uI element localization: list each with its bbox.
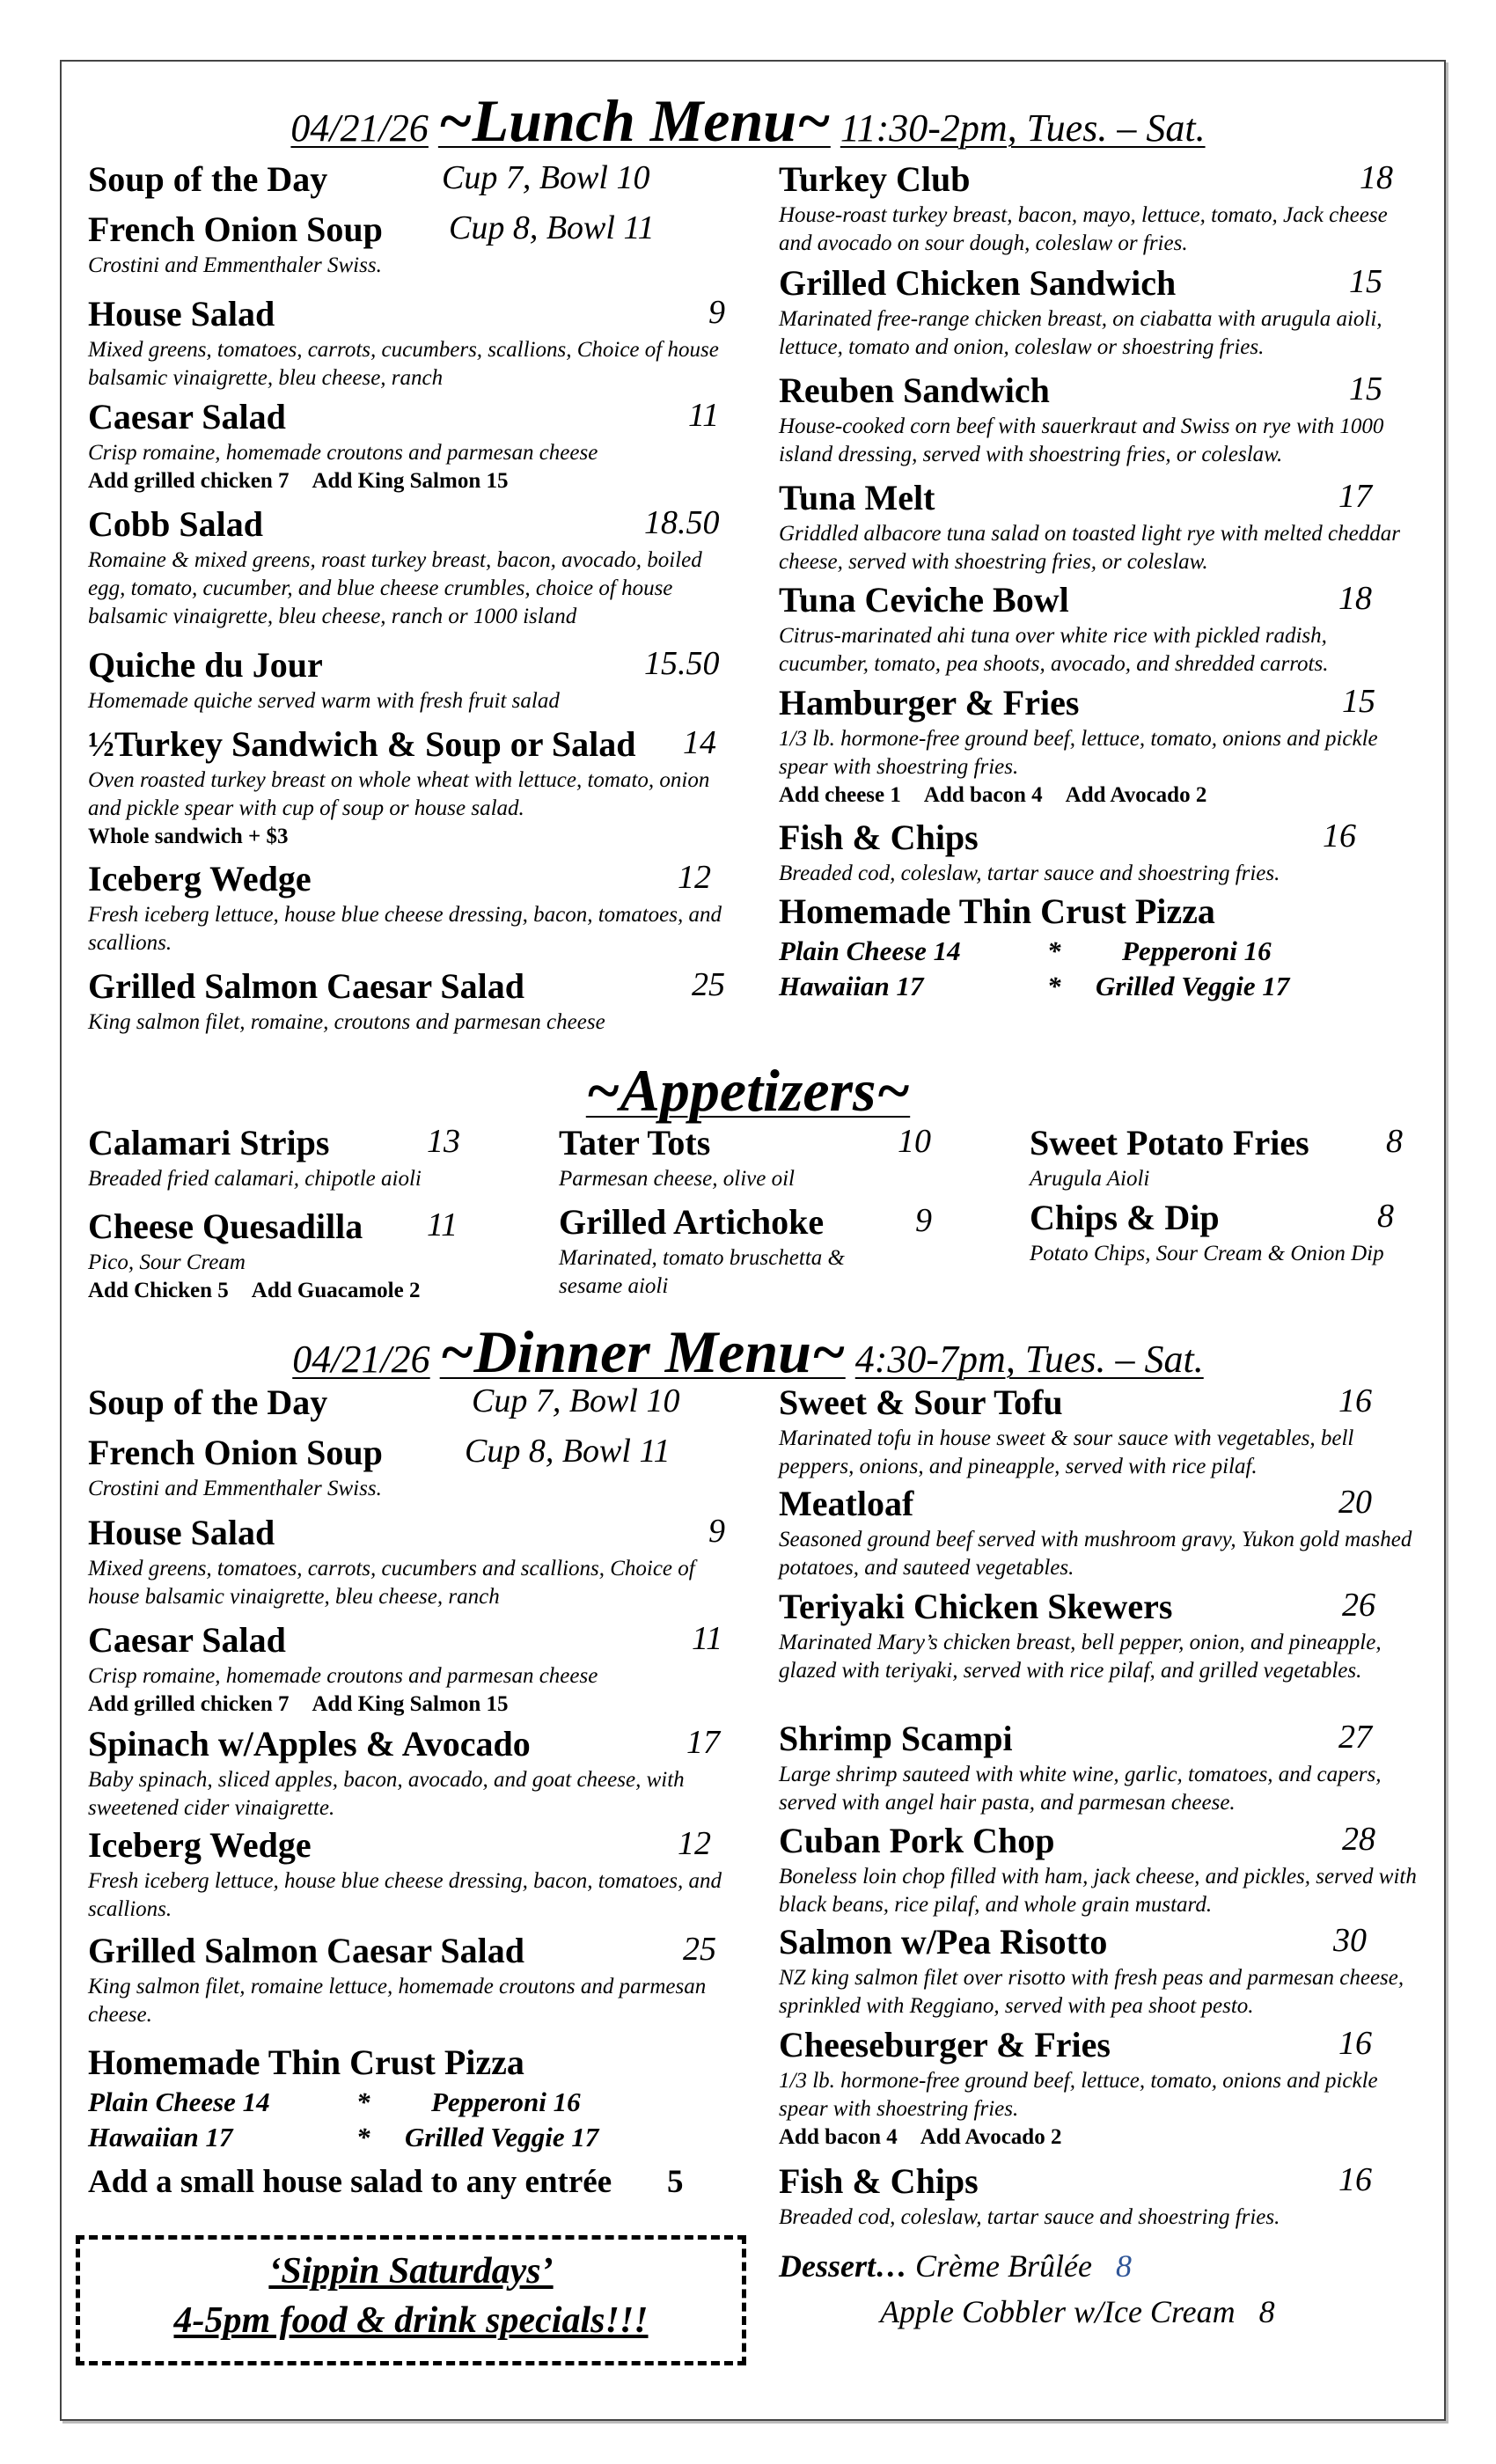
dinner-item-soup: Soup of the Day Cup 7, Bowl 10 [88,1382,680,1422]
dinner-item-house-salad: House Salad 9 Mixed greens, tomatoes, carrots, cucumbers and scallions, Choice of house balsamic vinaigrette, bleu cheese, ranch [88,1513,725,1609]
lunch-item-tuna-melt: Tuna Melt 17 Griddled albacore tuna salad on toasted light rye with melted cheddar cheese, served with shoestring fries, or coleslaw. [779,478,1400,574]
lunch-date: 04/21/26 [290,106,429,150]
lunch-item-caesar: Caesar Salad 11 Crisp romaine, homemade croutons and parmesan cheese Add grilled chicken 7 Add King Salmon 15 [88,397,720,493]
dinner-item-pork-chop: Cuban Pork Chop 28 Boneless loin chop filled with ham, jack cheese, and pickles, served with black beans, rice pilaf, and whole grain mustard. [779,1821,1417,1917]
lunch-item-chicken-sandwich: Grilled Chicken Sandwich 15 Marinated free-range chicken breast, on ciabatta with arugula aioli, lettuce, tomato and onion, coleslaw or shoestring fries. [779,263,1382,359]
dinner-item-teriyaki: Teriyaki Chicken Skewers 26 Marinated Mary’s chicken breast, bell pepper, onion, and pineapple, glazed with teriyaki, served with rice pilaf, and grilled vegetables. [779,1587,1382,1683]
dinner-item-iceberg: Iceberg Wedge 12 Fresh iceberg lettuce, house blue cheese dressing, bacon, tomatoes, and scallions. [88,1825,722,1921]
dessert-line-1 [779,2248,1132,2284]
appetizer-artichoke: Grilled Artichoke 9 Marinated, tomato bruschetta & sesame aioli [559,1202,932,1298]
appetizer-quesadilla: Cheese Quesadilla 11 Pico, Sour Cream Add Chicken 5 Add Guacamole 2 [88,1206,458,1302]
appetizer-calamari: Calamari Strips 13 Breaded fried calamari, chipotle aioli [88,1123,460,1191]
dinner-item-fish-chips: Fish & Chips 16 Breaded cod, coleslaw, tartar sauce and shoestring fries. [779,2161,1372,2229]
dinner-item-cheeseburger: Cheeseburger & Fries 16 1/3 lb. hormone-free ground beef, lettuce, tomato, onions and pickle spear with shoestring fries. Add bacon 4 Add Avocado 2 [779,2025,1378,2149]
dinner-pizza: Homemade Thin Crust Pizza Plain Cheese 14 * Pepperoni 16 Hawaiian 17 * Grilled Veggie 17 [88,2042,599,2152]
lunch-header [0,86,1496,156]
lunch-item-reuben: Reuben Sandwich 15 House-cooked corn beef with sauerkraut and Swiss on rye with 1000 island dressing, served with shoestring fries, or coleslaw. [779,370,1384,466]
dinner-header [0,1317,1496,1387]
appetizer-tater-tots: Tater Tots 10 Parmesan cheese, olive oil [559,1123,931,1191]
dessert-price-apple-cobbler: 8 [1258,2294,1275,2329]
lunch-item-quiche: Quiche du Jour 15.50 Homemade quiche served warm with fresh fruit salad [88,645,720,713]
lunch-item-half-turkey: ½Turkey Sandwich & Soup or Salad 14 Oven roasted turkey breast on whole wheat with lettuce, tomato, onion and pickle spear with cup of soup or house salad. Whole sandwich + $3 [88,724,716,848]
appetizer-chips-dip: Chips & Dip 8 Potato Chips, Sour Cream & Onion Dip [1030,1198,1394,1265]
dessert-item-creme-brulee: Crème Brûlée [915,2248,1092,2284]
dinner-hours: 4:30-7pm, Tues. – Sat. [854,1338,1204,1381]
sippin-saturdays-banner [76,2235,746,2365]
lunch-item-soup: Soup of the Day Cup 7, Bowl 10 [88,159,650,199]
dinner-item-spinach: Spinach w/Apples & Avocado 17 Baby spinach, sliced apples, bacon, avocado, and goat cheese, with sweetened cider vinaigrette. [88,1724,720,1820]
appetizers-header [0,1056,1496,1126]
dessert-price-creme-brulee: 8 [1115,2248,1132,2284]
dinner-item-meatloaf: Meatloaf 20 Seasoned ground beef served with mushroom gravy, Yukon gold mashed potatoes, and sauteed vegetables. [779,1484,1412,1580]
promo-title: ‘Sippin Saturdays’ [268,2251,554,2292]
dinner-title: ~Dinner Menu~ [439,1318,846,1385]
lunch-hours: 11:30-2pm, Tues. – Sat. [840,106,1206,150]
lunch-item-turkey-club: Turkey Club 18 House-roast turkey breast, bacon, mayo, lettuce, tomato, Jack cheese and avocado on sour dough, coleslaw or fries. [779,159,1393,255]
dessert-line-2 [880,2293,1275,2330]
dinner-item-french-onion: French Onion Soup Cup 8, Bowl 11 Crostini and Emmenthaler Swiss. [88,1433,671,1500]
lunch-item-cobb: Cobb Salad 18.50 Romaine & mixed greens, roast turkey breast, bacon, avocado, boiled egg, tomato, cucumber, and blue cheese crumbles, choice of house balsamic vinaigrette, bleu cheese, ranch or 1000 island [88,504,720,628]
lunch-title: ~Lunch Menu~ [437,87,831,154]
lunch-pizza: Homemade Thin Crust Pizza Plain Cheese 14 * Pepperoni 16 Hawaiian 17 * Grilled Veggie 17 [779,891,1290,1001]
lunch-item-tuna-ceviche: Tuna Ceviche Bowl 18 Citrus-marinated ahi tuna over white rice with pickled radish, cucumber, tomato, pea shoots, avocado, and shredded carrots. [779,580,1372,676]
lunch-item-french-onion: French Onion Soup Cup 8, Bowl 11 Crostini and Emmenthaler Swiss. [88,209,655,277]
dinner-item-shrimp-scampi: Shrimp Scampi 27 Large shrimp sauteed with white wine, garlic, tomatoes, and capers, served with angel hair pasta, and parmesan cheese. [779,1719,1382,1815]
dinner-side-salad: Add a small house salad to any entrée 5 [88,2164,684,2200]
dinner-item-salmon-caesar: Grilled Salmon Caesar Salad 25 King salmon filet, romaine lettuce, homemade croutons and parmesan cheese. [88,1931,716,2027]
lunch-item-hamburger: Hamburger & Fries 15 1/3 lb. hormone-free ground beef, lettuce, tomato, onions and pickle spear with shoestring fries. Add cheese 1 Add bacon 4 Add Avocado 2 [779,683,1378,807]
appetizers-title: ~Appetizers~ [585,1057,911,1124]
lunch-item-fish-chips: Fish & Chips 16 Breaded cod, coleslaw, tartar sauce and shoestring fries. [779,818,1356,885]
dinner-item-salmon-risotto: Salmon w/Pea Risotto 30 NZ king salmon filet over risotto with fresh peas and parmesan cheese, sprinkled with Reggiano, served with pea shoot pesto. [779,1922,1404,2018]
lunch-item-salmon-caesar: Grilled Salmon Caesar Salad 25 King salmon filet, romaine, croutons and parmesan cheese [88,966,725,1034]
dinner-item-tofu: Sweet & Sour Tofu 16 Marinated tofu in house sweet & sour sauce with vegetables, bell peppers, onions, and pineapple, served with rice pilaf. [779,1382,1372,1478]
dinner-date: 04/21/26 [292,1338,430,1381]
lunch-item-house-salad: House Salad 9 Mixed greens, tomatoes, carrots, cucumbers, scallions, Choice of house balsamic vinaigrette, bleu cheese, ranch [88,294,725,390]
appetizer-sweet-potato-fries: Sweet Potato Fries 8 Arugula Aioli [1030,1123,1403,1191]
dinner-item-caesar: Caesar Salad 11 Crisp romaine, homemade croutons and parmesan cheese Add grilled chicken 7 Add King Salmon 15 [88,1620,723,1716]
dessert-label: Dessert… [779,2248,907,2284]
dessert-item-apple-cobbler: Apple Cobbler w/Ice Cream [880,2294,1236,2329]
lunch-item-iceberg: Iceberg Wedge 12 Fresh iceberg lettuce, house blue cheese dressing, bacon, tomatoes, and scallions. [88,859,722,955]
promo-specials: 4-5pm food & drink specials!!! [173,2300,649,2341]
